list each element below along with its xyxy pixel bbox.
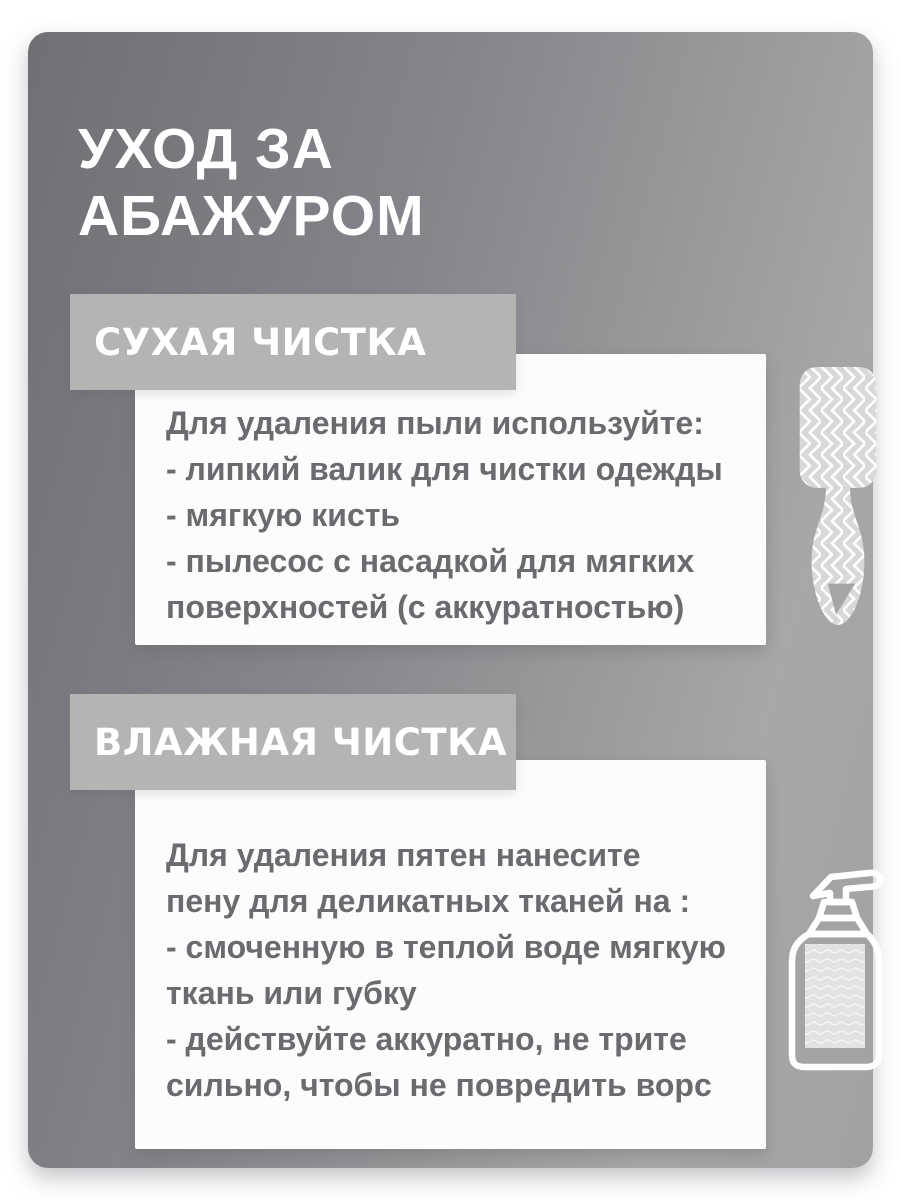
text-line: - действуйте аккуратно, не трите xyxy=(166,1021,687,1057)
page-title-line-1: УХОД ЗА xyxy=(78,117,334,181)
pump-bottle-icon xyxy=(782,866,886,1077)
section-heading-label: ВЛАЖНАЯ ЧИСТКА xyxy=(94,720,507,764)
text-line: пену для деликатных тканей на : xyxy=(166,883,691,919)
text-line: - мягкую кисть xyxy=(166,497,401,533)
text-line: поверхностей (с аккуратностью) xyxy=(166,589,685,625)
text-line: - липкий валик для чистки одежды xyxy=(166,451,723,487)
page-title xyxy=(78,116,425,250)
text-line: ткань или губку xyxy=(166,975,417,1011)
text-line: - смоченную в теплой воде мягкую xyxy=(166,929,726,965)
text-line: Для удаления пыли используйте: xyxy=(166,405,704,441)
text-line: Для удаления пятен нанесите xyxy=(166,837,641,873)
section-heading-wet-cleaning xyxy=(70,694,516,790)
text-line: сильно, чтобы не повредить ворс xyxy=(166,1067,712,1103)
section-heading-label: СУХАЯ ЧИСТКА xyxy=(94,320,427,364)
paddle-brush-icon xyxy=(798,366,878,635)
section-heading-dry-cleaning xyxy=(70,294,516,390)
dry-cleaning-card xyxy=(135,354,766,645)
page-title-line-2: АБАЖУРОМ xyxy=(78,184,425,248)
wet-cleaning-card xyxy=(135,760,766,1149)
text-line: - пылесос с насадкой для мягких xyxy=(166,543,695,579)
care-panel xyxy=(28,32,873,1168)
